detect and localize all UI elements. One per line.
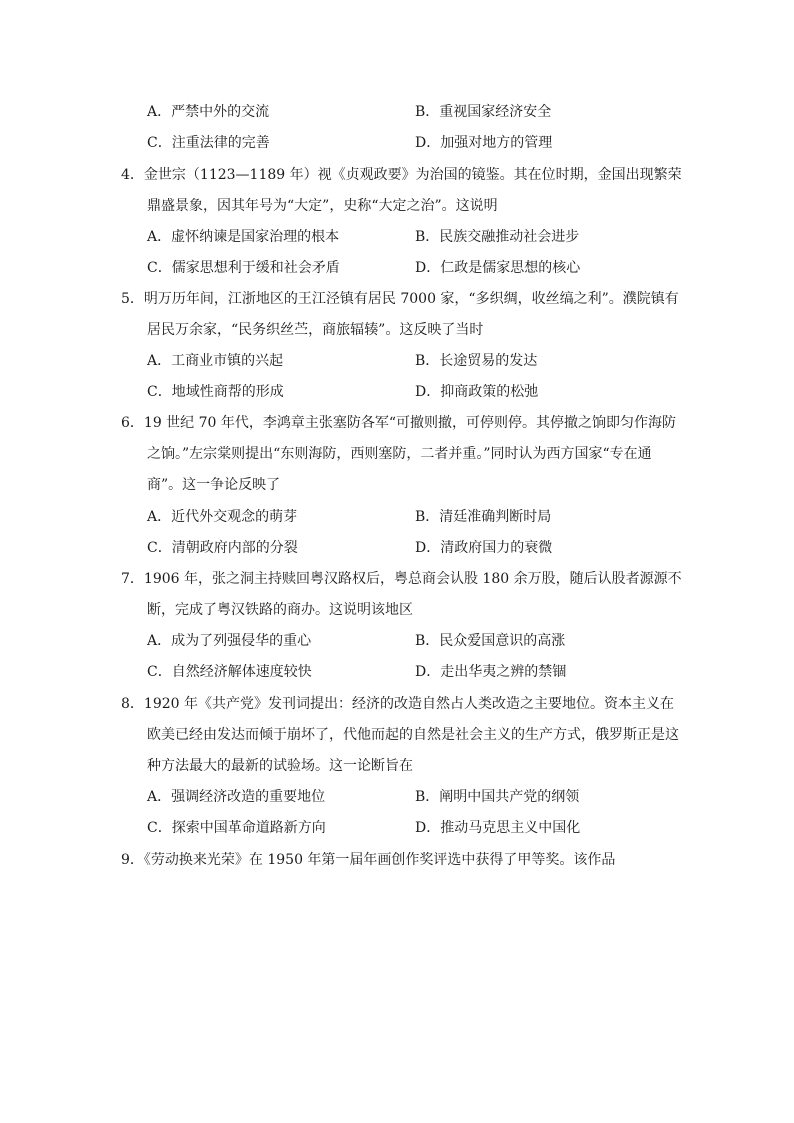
q7-stem-line-2: 断，完成了粤汉铁路的商办。这说明该地区 [147, 602, 413, 618]
q5-options-row-2 [147, 381, 707, 403]
q4-stem-line-1: 4．金世宗（1123—1189 年）视《贞观政要》为治国的镜鉴。其在位时期，金国出现繁荣 [121, 167, 682, 183]
q3-option-a[interactable]: A．严禁中外的交流 [147, 104, 270, 120]
q8-options-row-2 [147, 817, 707, 839]
q8-option-c[interactable]: C．探索中国革命道路新方向 [147, 820, 326, 836]
q4-option-b[interactable]: B．民族交融推动社会进步 [415, 229, 580, 245]
q9-stem-line-1: 9．《劳动换来光荣》在 1950 年第一届年画创作奖评选中获得了甲等奖。该作品 [121, 852, 616, 868]
q5-stem-line-1: 5．明万历年间，江浙地区的王江泾镇有居民 7000 家，“多织绸，收丝缟之利”。濮院镇有 [121, 291, 679, 307]
q5-option-a[interactable]: A．工商业市镇的兴起 [147, 353, 284, 369]
q8-options-row-1 [147, 786, 707, 808]
q7-options-row-2 [147, 661, 707, 683]
q6-options-row-1 [147, 506, 707, 528]
q6-option-b[interactable]: B．清廷准确判断时局 [415, 509, 552, 525]
q5-options-row-1 [147, 350, 707, 372]
q3-option-d[interactable]: D．加强对地方的管理 [415, 135, 553, 151]
q7-option-b[interactable]: B．民众爱国意识的高涨 [415, 633, 566, 649]
q8-option-b[interactable]: B．阐明中国共产党的纲领 [415, 789, 580, 805]
q3-options-row-2 [147, 132, 707, 154]
q7-option-d[interactable]: D．走出华夷之辨的禁锢 [415, 664, 567, 680]
q6-stem-line-2: 之饷。”左宗棠则提出“东则海防，西则塞防，二者并重。”同时认为西方国家“专在通 [147, 446, 652, 462]
q3-option-c[interactable]: C．注重法律的完善 [147, 135, 270, 151]
q5-option-d[interactable]: D．抑商政策的松弛 [415, 384, 539, 400]
q4-options-row-2 [147, 257, 707, 279]
q8-option-a[interactable]: A．强调经济改造的重要地位 [147, 789, 326, 805]
q6-options-row-2 [147, 537, 707, 559]
q6-stem-line-3: 商”。这一争论反映了 [147, 477, 281, 493]
q5-option-b[interactable]: B．长途贸易的发达 [415, 353, 538, 369]
q6-option-c[interactable]: C．清朝政府内部的分裂 [147, 540, 298, 556]
q8-option-d[interactable]: D．推动马克思主义中国化 [415, 820, 581, 836]
q4-option-d[interactable]: D．仁政是儒家思想的核心 [415, 260, 581, 276]
q3-option-b[interactable]: B．重视国家经济安全 [415, 104, 552, 120]
q4-options-row-1 [147, 226, 707, 248]
q8-stem-line-3: 种方法最大的最新的试验场。这一论断旨在 [147, 758, 413, 774]
q4-option-c[interactable]: C．儒家思想利于缓和社会矛盾 [147, 260, 340, 276]
q6-option-a[interactable]: A．近代外交观念的萌芽 [147, 509, 298, 525]
q5-stem-line-2: 居民万余家，“民务织丝苎，商旅辐辏”。这反映了当时 [147, 322, 484, 338]
q6-stem-line-1: 6．19 世纪 70 年代，李鸿章主张塞防各军“可撤则撤，可停则停。其停撤之饷即匀作海防 [121, 415, 677, 431]
q7-option-c[interactable]: C．自然经济解体速度较快 [147, 664, 312, 680]
q3-options-row-1 [147, 101, 707, 123]
q7-stem-line-1: 7．1906 年，张之洞主持赎回粤汉路权后，粤总商会认股 180 余万股，随后认股者源源不 [121, 571, 682, 587]
q7-options-row-1 [147, 630, 707, 652]
q8-stem-line-2: 欧美已经由发达而倾于崩坏了，代他而起的自然是社会主义的生产方式，俄罗斯正是这 [147, 727, 679, 743]
q6-option-d[interactable]: D．清政府国力的衰微 [415, 540, 553, 556]
q5-option-c[interactable]: C．地域性商帮的形成 [147, 384, 284, 400]
q4-option-a[interactable]: A．虚怀纳谏是国家治理的根本 [147, 229, 340, 245]
q8-stem-line-1: 8．1920 年《共产党》发刊词提出：经济的改造自然占人类改造之主要地位。资本主义在 [121, 696, 674, 712]
q4-stem-line-2: 鼎盛景象，因其年号为“大定”，史称“大定之治”。这说明 [147, 198, 498, 214]
q7-option-a[interactable]: A．成为了列强侵华的重心 [147, 633, 312, 649]
